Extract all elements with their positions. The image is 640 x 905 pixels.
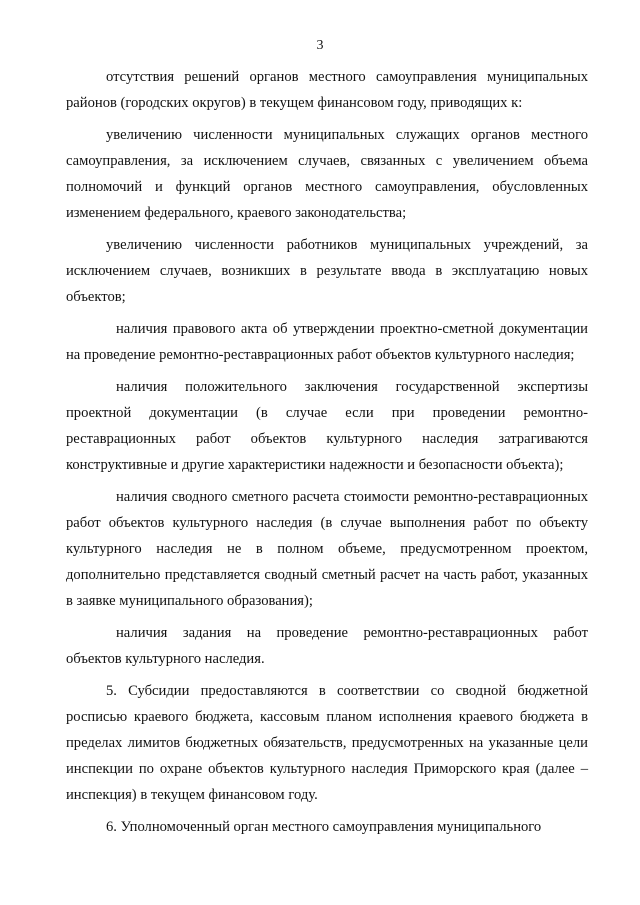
paragraph-section-5: 5. Субсидии предоставляются в соответствии со сводной бюджетной росписью краевого бюджета, кассовым планом исполнения краевого бюджета в пределах лимитов бюджетных обязательств, предусмотренных на указанные цели инспекции по охране объектов культурного наследия Приморского края (далее – инспекция) в текущем финансовом году. [66, 683, 588, 803]
paragraph-conditions-intro: отсутствия решений органов местного самоуправления муниципальных районов (городских округов) в текущем финансовом году, приводящих к: [66, 69, 588, 111]
paragraph-section-6: 6. Уполномоченный орган местного самоуправления муниципального [106, 819, 542, 835]
paragraph-municipal-employees: увеличению численности муниципальных служащих органов местного самоуправления, за исключением случаев, связанных с увеличением объема полномочий и функций органов местного самоуправления, обусловленных изменением федерального, краевого законодательства; [66, 127, 588, 221]
paragraph-legal-act: наличия правового акта об утверждении проектно-сметной документации на проведение ремонтно-реставрационных работ объектов культурного наследия; [66, 321, 588, 363]
paragraph-institution-workers: увеличению численности работников муниципальных учреждений, за исключением случаев, возникших в результате ввода в эксплуатацию новых объектов; [66, 237, 588, 305]
document-body [66, 64, 588, 846]
page-number: 3 [316, 38, 324, 53]
paragraph-expert-conclusion: наличия положительного заключения государственной экспертизы проектной документации (в случае если при проведении ремонтно-реставрационных работ объектов культурного наследия затрагиваются конструктивные и другие характеристики надежности и безопасности объекта); [66, 379, 588, 473]
paragraph-task: наличия задания на проведение ремонтно-реставрационных работ объектов культурного наследия. [66, 625, 588, 667]
paragraph-estimate: наличия сводного сметного расчета стоимости ремонтно-реставрационных работ объектов культурного наследия (в случае выполнения работ по объекту культурного наследия не в полном объеме, предусмотренном проектом, дополнительно представляется сводный сметный расчет на часть работ, указанных в заявке муниципального образования); [66, 489, 588, 609]
